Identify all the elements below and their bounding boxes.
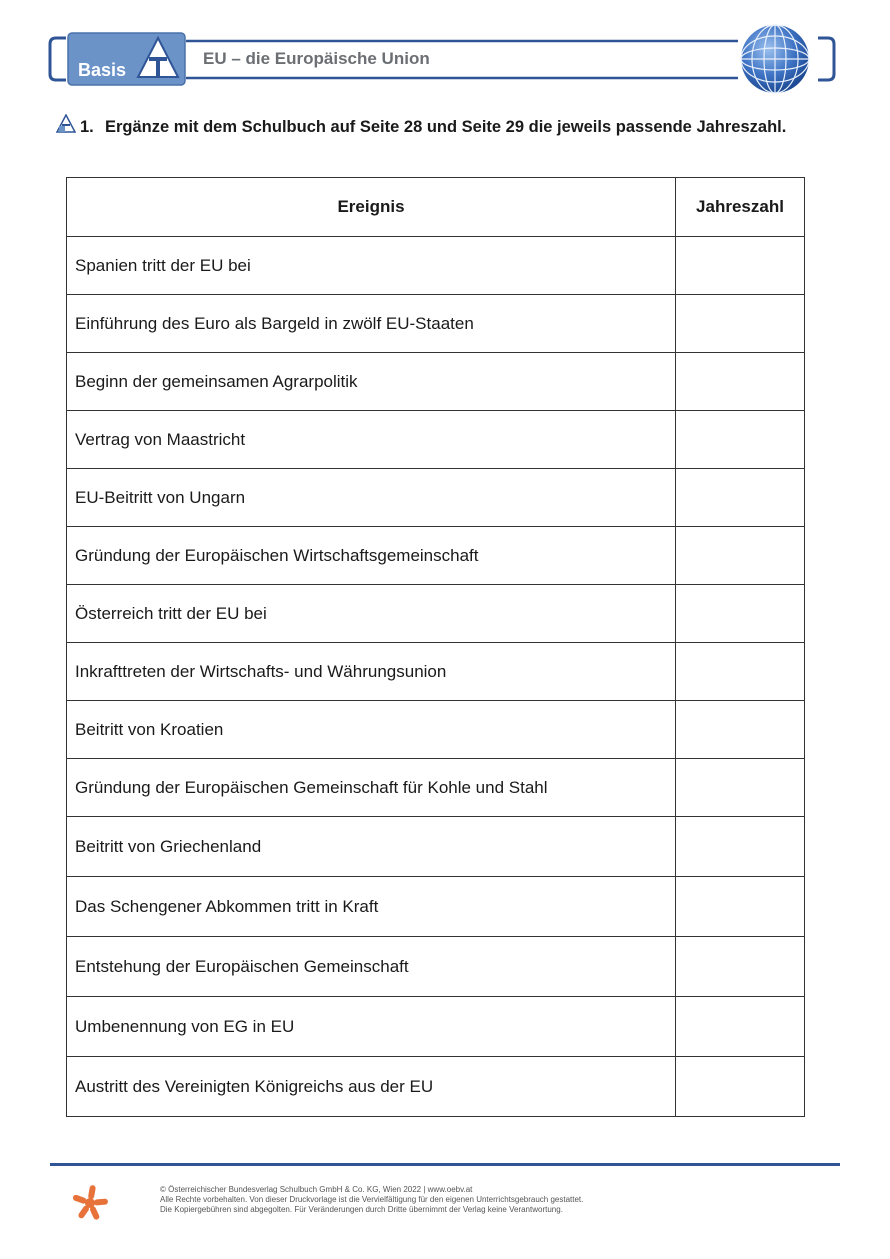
table-row [67,527,805,585]
event-cell: Gründung der Europäischen Wirtschaftsgemeinschaft [67,527,676,585]
event-cell: Austritt des Vereinigten Königreichs aus der EU [67,1057,676,1117]
year-cell[interactable] [676,585,805,643]
table-row [67,643,805,701]
page-header [0,0,890,110]
globe-icon [741,25,809,93]
table-row [67,469,805,527]
difficulty-level-icon [56,114,76,134]
event-cell: Einführung des Euro als Bargeld in zwölf EU-Staaten [67,295,676,353]
table-header-row [67,178,805,237]
events-table [66,177,805,1117]
year-cell[interactable] [676,759,805,817]
table-row [67,237,805,295]
year-cell[interactable] [676,295,805,353]
task-text: Ergänze mit dem Schulbuch auf Seite 28 und Seite 29 die jeweils passende Jahreszahl. [105,118,787,136]
footer-line-1: © Österreichischer Bundesverlag Schulbuch GmbH & Co. KG, Wien 2022 | www.oebv.at [160,1185,473,1194]
year-cell[interactable] [676,643,805,701]
event-cell: Spanien tritt der EU bei [67,237,676,295]
year-cell[interactable] [676,1057,805,1117]
header-event: Ereignis [67,178,676,237]
table-row [67,411,805,469]
footer-divider [50,1163,840,1166]
event-cell: Inkrafttreten der Wirtschafts- und Währungsunion [67,643,676,701]
event-cell: Umbenennung von EG in EU [67,997,676,1057]
year-cell[interactable] [676,937,805,997]
table-row [67,877,805,937]
table-row [67,997,805,1057]
footer-line-2: Alle Rechte vorbehalten. Von dieser Druckvorlage ist die Vervielfältigung für den eigenen Unterrichtsgebrauch gestattet. [160,1195,584,1204]
year-cell[interactable] [676,877,805,937]
table-row [67,1057,805,1117]
table-row [67,295,805,353]
page-title: EU – die Europäische Union [203,49,430,68]
footer-copyright [160,1185,800,1215]
year-cell[interactable] [676,353,805,411]
table-row [67,585,805,643]
event-cell: Beitritt von Griechenland [67,817,676,877]
table-row [67,759,805,817]
table-row [67,701,805,759]
year-cell[interactable] [676,411,805,469]
table-row [67,353,805,411]
task-number: 1. [80,118,94,136]
table-row [67,937,805,997]
footer-line-3: Die Kopiergebühren sind abgegolten. Für Veränderungen durch Dritte übernimmt der Verlag keine Verantwortung. [160,1205,563,1214]
year-cell[interactable] [676,469,805,527]
event-cell: Entstehung der Europäischen Gemeinschaft [67,937,676,997]
event-cell: Beitritt von Kroatien [67,701,676,759]
publisher-logo-icon [70,1183,110,1223]
header-frame [0,0,890,110]
event-cell: Österreich tritt der EU bei [67,585,676,643]
basis-badge: Basis [78,60,127,80]
event-cell: Beginn der gemeinsamen Agrarpolitik [67,353,676,411]
year-cell[interactable] [676,237,805,295]
year-cell[interactable] [676,527,805,585]
year-cell[interactable] [676,701,805,759]
header-year: Jahreszahl [676,178,805,237]
event-cell: Das Schengener Abkommen tritt in Kraft [67,877,676,937]
event-cell: EU-Beitritt von Ungarn [67,469,676,527]
year-cell[interactable] [676,997,805,1057]
year-cell[interactable] [676,817,805,877]
table-row [67,817,805,877]
event-cell: Vertrag von Maastricht [67,411,676,469]
event-cell: Gründung der Europäischen Gemeinschaft für Kohle und Stahl [67,759,676,817]
